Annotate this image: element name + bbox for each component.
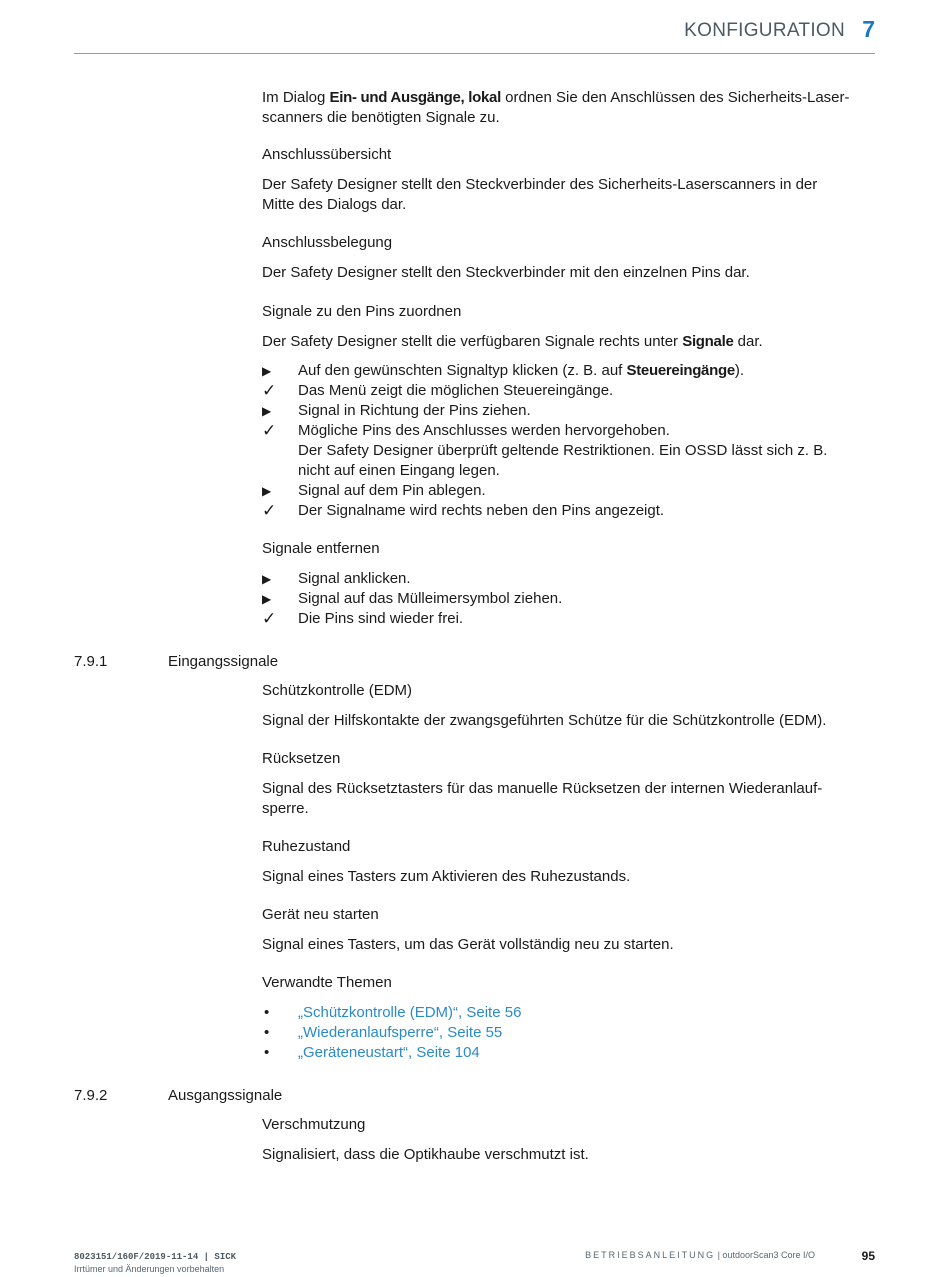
bullet-dot-icon: • <box>264 1044 270 1061</box>
text-line <box>262 332 862 352</box>
checkmark-icon: ✓ <box>262 421 277 440</box>
footer-doc-type <box>585 1250 815 1260</box>
checkmark-icon: ✓ <box>262 381 277 400</box>
section-anschlussuebersicht <box>262 145 862 215</box>
section-title: Eingangssignale <box>168 653 279 670</box>
step-item <box>262 589 862 609</box>
triangle-right-icon: ▶ <box>262 572 272 586</box>
text-line: Signal eines Tasters, um das Gerät vollständig neu zu starten. <box>262 936 674 953</box>
intro-paragraph <box>262 88 862 128</box>
step-item <box>262 401 862 421</box>
heading-anschlussbelegung: Anschlussbelegung <box>262 234 393 251</box>
triangle-right-icon: ▶ <box>262 404 272 418</box>
chapter-number: 7 <box>862 16 875 42</box>
result-item <box>262 501 862 521</box>
text-line: Der Safety Designer stellt den Steckverbinder des Sicherheits-Laserscanners in der <box>262 176 818 193</box>
section-verschmutzung <box>262 1115 862 1165</box>
heading-ruecksetzen: Rücksetzen <box>262 750 341 767</box>
document-code: 8023151/160F/2019-11-14 <box>74 1252 199 1262</box>
section-title: Ausgangssignale <box>168 1087 283 1104</box>
text-post: dar. <box>733 333 763 350</box>
step-item <box>262 361 862 381</box>
heading-zuordnen: Signale zu den Pins zuordnen <box>262 303 462 320</box>
ui-term-signale: Signale <box>682 333 734 350</box>
dialog-name: Ein- und Ausgänge, lokal <box>329 89 501 106</box>
section-entfernen <box>262 539 862 629</box>
page-header <box>74 14 875 54</box>
result-continuation <box>262 441 862 461</box>
heading-entfernen: Signale entfernen <box>262 540 380 557</box>
checkmark-icon: ✓ <box>262 501 277 520</box>
heading-anschlussuebersicht: Anschlussübersicht <box>262 146 392 163</box>
result-text: Mögliche Pins des Anschlusses werden hervorgehoben. <box>298 422 670 439</box>
related-link-item <box>262 1003 862 1023</box>
heading-neustart: Gerät neu starten <box>262 906 379 923</box>
section-ruhezustand <box>262 837 862 887</box>
section-verwandte-themen <box>262 973 862 1063</box>
result-item <box>262 421 862 441</box>
step-text: ). <box>734 362 745 379</box>
triangle-right-icon: ▶ <box>262 592 272 606</box>
result-text: Der Signalname wird rechts neben den Pins angezeigt. <box>298 502 665 519</box>
steps-zuordnen <box>262 361 862 521</box>
result-item <box>262 381 862 401</box>
step-item <box>262 569 862 589</box>
heading-verschmutzung: Verschmutzung <box>262 1116 366 1133</box>
product-name: | outdoorScan3 Core I/O <box>715 1250 815 1260</box>
section-neustart <box>262 905 862 955</box>
intro-post: ordnen Sie den Anschlüssen des Sicherheits-Laser- <box>500 89 850 106</box>
intro-pre: Im Dialog <box>262 89 330 106</box>
step-text: Signal in Richtung der Pins ziehen. <box>298 402 531 419</box>
section-ruecksetzen <box>262 749 862 819</box>
step-text: Signal auf das Mülleimersymbol ziehen. <box>298 590 563 607</box>
doc-type: BETRIEBSANLEITUNG <box>585 1250 716 1260</box>
step-text: Signal anklicken. <box>298 570 411 587</box>
result-text: nicht auf einen Eingang legen. <box>298 462 500 479</box>
result-text: Der Safety Designer überprüft geltende Restriktionen. Ein OSSD lässt sich z. B. <box>298 442 828 459</box>
section-zuordnen <box>262 302 862 352</box>
text-line: Der Safety Designer stellt den Steckverbinder mit den einzelnen Pins dar. <box>262 264 750 281</box>
heading-verwandte-themen: Verwandte Themen <box>262 974 392 991</box>
intro-line2: scanners die benötigten Signale zu. <box>262 109 500 126</box>
text-line: sperre. <box>262 800 309 817</box>
triangle-right-icon: ▶ <box>262 364 272 378</box>
step-item <box>262 481 862 501</box>
checkmark-icon: ✓ <box>262 609 277 628</box>
link-wiederanlaufsperre[interactable]: „Wiederanlaufsperre“, Seite 55 <box>298 1024 503 1041</box>
text-pre: Der Safety Designer stellt die verfügbaren Signale rechts unter <box>262 333 683 350</box>
text-line: Signal eines Tasters zum Aktivieren des Ruhezustands. <box>262 868 631 885</box>
related-link-item <box>262 1023 862 1043</box>
triangle-right-icon: ▶ <box>262 484 272 498</box>
step-text: Auf den gewünschten Signaltyp klicken (z. B. auf <box>298 362 627 379</box>
heading-ruhezustand: Ruhezustand <box>262 838 351 855</box>
ui-term-steuereingaenge: Steuereingänge <box>626 362 735 379</box>
result-text: Das Menü zeigt die möglichen Steuereingänge. <box>298 382 614 399</box>
chapter-title: KONFIGURATION <box>684 20 845 41</box>
text-line: Mitte des Dialogs dar. <box>262 196 407 213</box>
text-line: Signal des Rücksetztasters für das manuelle Rücksetzen der internen Wiederanlauf- <box>262 780 823 797</box>
link-geraeteneustart[interactable]: „Geräteneustart“, Seite 104 <box>298 1044 480 1061</box>
section-anschlussbelegung <box>262 233 862 283</box>
footer-document-info <box>74 1250 236 1275</box>
heading-edm: Schützkontrolle (EDM) <box>262 682 413 699</box>
section-number: 7.9.1 <box>74 653 108 670</box>
result-text: Die Pins sind wieder frei. <box>298 610 464 627</box>
disclaimer: Irrtümer und Änderungen vorbehalten <box>74 1264 225 1274</box>
step-text: Signal auf dem Pin ablegen. <box>298 482 486 499</box>
related-link-item <box>262 1043 862 1063</box>
result-item <box>262 609 862 629</box>
bullet-dot-icon: • <box>264 1004 270 1021</box>
text-line: Signalisiert, dass die Optikhaube verschmutzt ist. <box>262 1146 589 1163</box>
section-edm <box>262 681 862 731</box>
bullet-dot-icon: • <box>264 1024 270 1041</box>
section-number: 7.9.2 <box>74 1087 108 1104</box>
link-schuetzkontrolle[interactable]: „Schützkontrolle (EDM)“, Seite 56 <box>298 1004 522 1021</box>
brand-name: | SICK <box>198 1252 237 1262</box>
page-number: 95 <box>861 1249 875 1263</box>
result-continuation <box>262 461 862 481</box>
text-line: Signal der Hilfskontakte der zwangsgeführten Schütze für die Schützkontrolle (EDM). <box>262 712 827 729</box>
